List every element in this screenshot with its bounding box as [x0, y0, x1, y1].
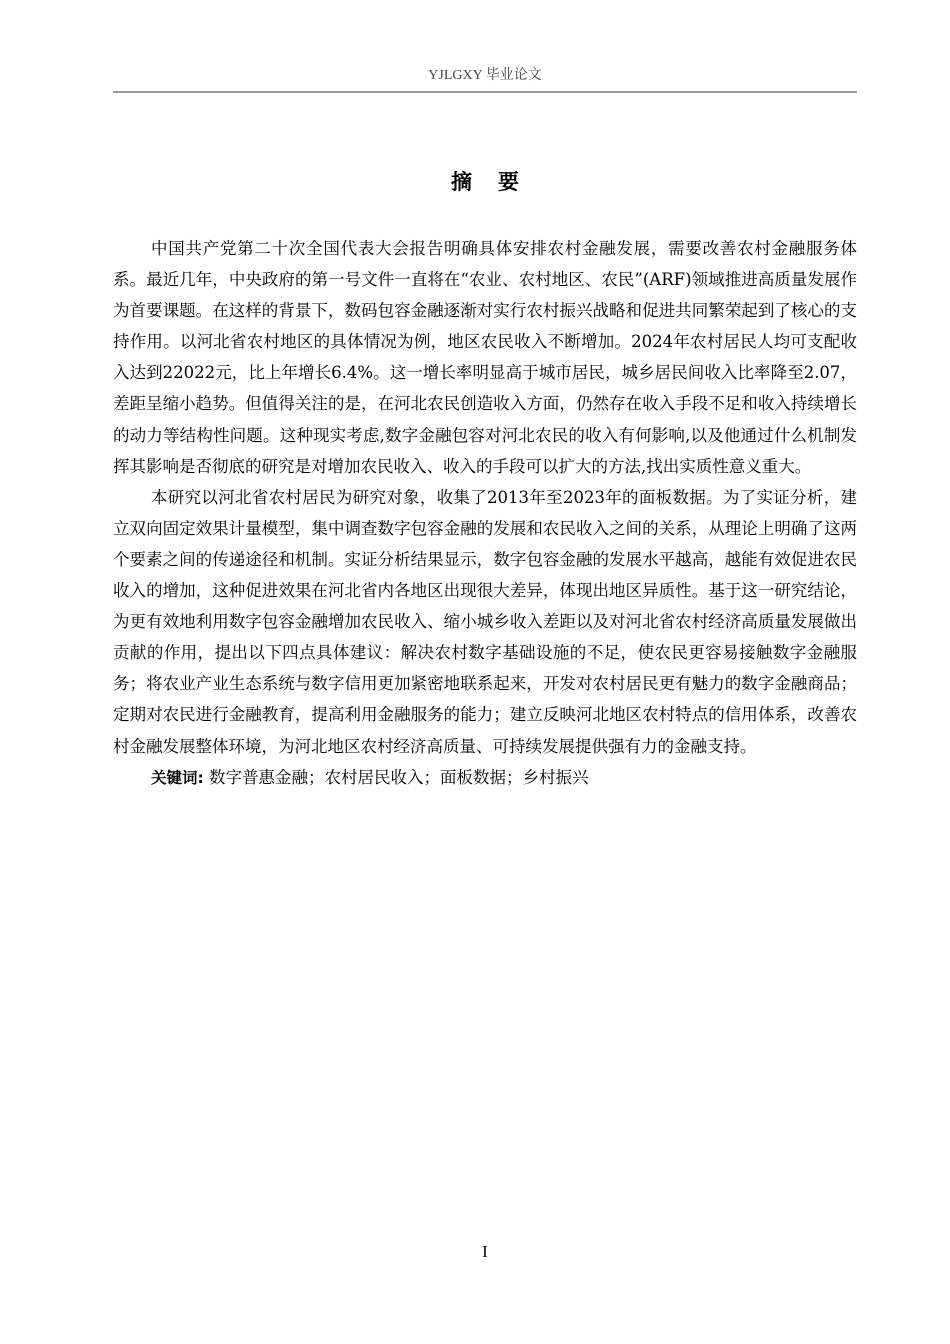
abstract-title-part2: 要 [498, 170, 519, 194]
abstract-title [113, 168, 857, 196]
header-divider [113, 91, 857, 93]
page-number: I [482, 1242, 488, 1261]
abstract-paragraph-2: 本研究以河北省农村居民为研究对象，收集了2013年至2023年的面板数据。为了实证分析，建立双向固定效果计量模型，集中调查数字包容金融的发展和农民收入之间的关系，从理论上明确了这两个要素之间的传递途径和机制。实证分析结果显示，数字包容金融的发展水平越高，越能有效促进农民收入的增加，这种促进效果在河北省内各地区出现很大差异，体现出地区异质性。基于这一研究结论，为更有效地利用数字包容金融增加农民收入、缩小城乡收入差距以及对河北省农村经济高质量发展做出贡献的作用，提出以下四点具体建议：解决农村数字基础设施的不足，使农民更容易接触数字金融服务；将农业产业生态系统与数字信用更加紧密地联系起来，开发对农村居民更有魅力的数字金融商品；定期对农民进行金融教育，提高利用金融服务的能力；建立反映河北地区农村特点的信用体系，改善农村金融发展整体环境，为河北地区农村经济高质量、可持续发展提供强有力的金融支持。 [113, 487, 857, 756]
keywords-label: 关键词: [151, 768, 204, 787]
abstract-title-part1: 摘 [451, 170, 472, 194]
abstract-body [113, 233, 857, 794]
running-header: YJLGXY 毕业论文 [428, 68, 542, 83]
keywords-line [113, 762, 857, 794]
abstract-paragraph-1: 中国共产党第二十次全国代表大会报告明确具体安排农村金融发展，需要改善农村金融服务体系。最近几年，中央政府的第一号文件一直将在“农业、农村地区、农民”(ARF)领域推进高质量发展作为首要课题。在这样的背景下，数码包容金融逐渐对实行农村振兴战略和促进共同繁荣起到了核心的支持作用。以河北省农村地区的具体情况为例，地区农民收入不断增加。2024年农村居民人均可支配收入达到22022元，比上年增长6.4%。这一增长率明显高于城市居民，城乡居民间收入比率降至2.07，差距呈缩小趋势。但值得关注的是，在河北农民创造收入方面，仍然存在收入手段不足和收入持续增长的动力等结构性问题。这种现实考虑,数字金融包容对河北农民的收入有何影响,以及他通过什么机制发挥其影响是否彻底的研究是对增加农民收入、收入的手段可以扩大的方法,找出实质性意义重大。 [113, 239, 857, 476]
keywords-text: 数字普惠金融；农村居民收入；面板数据；乡村振兴 [203, 767, 589, 787]
